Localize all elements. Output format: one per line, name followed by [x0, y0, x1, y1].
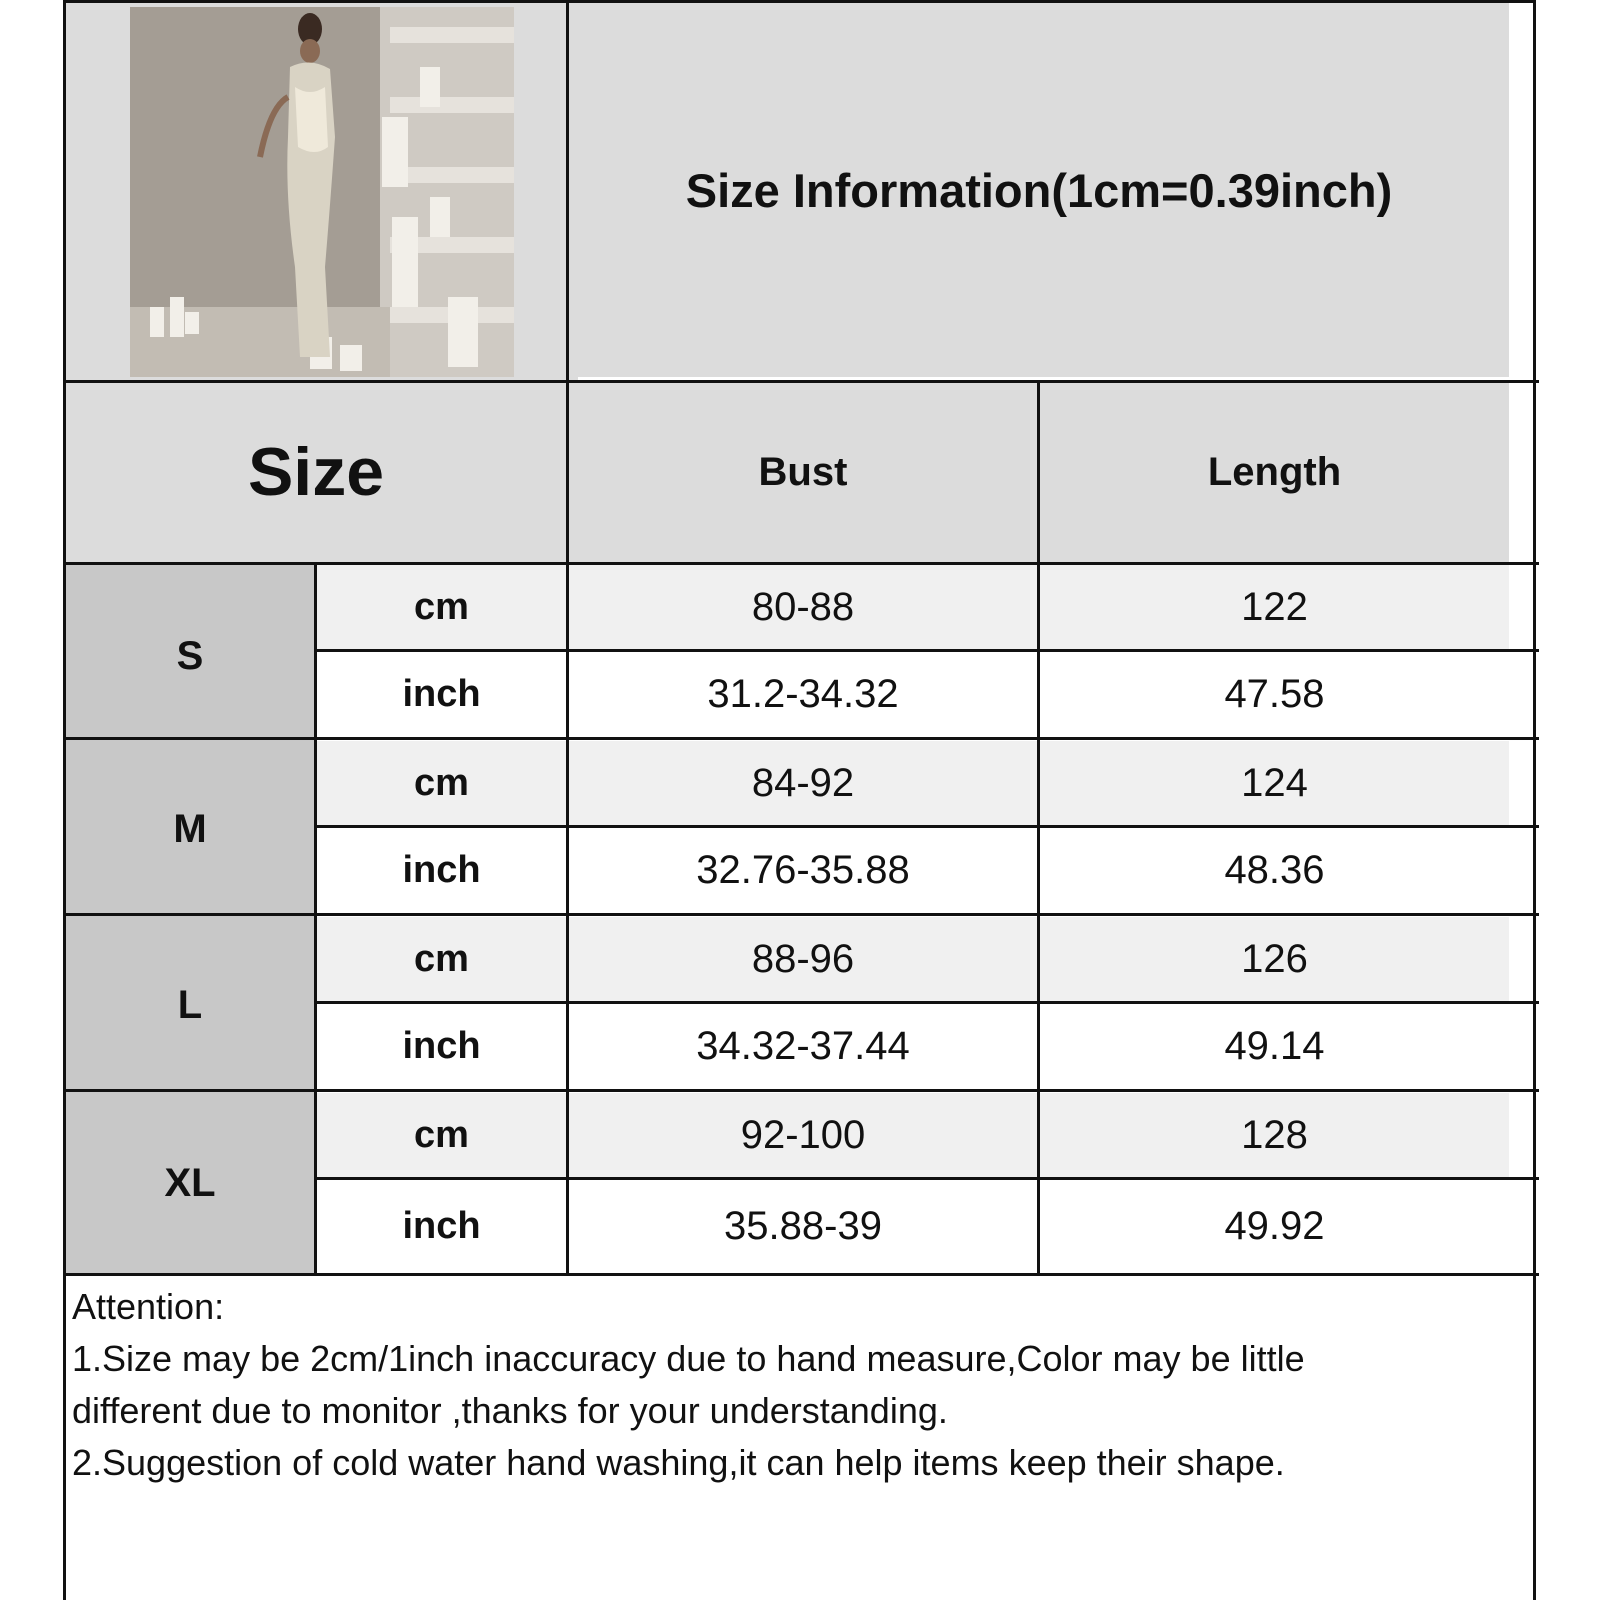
length-value: 122	[1241, 584, 1308, 629]
size-label-cell	[66, 917, 314, 1093]
size-label: L	[177, 982, 203, 1027]
length-value: 49.14	[1224, 1023, 1325, 1068]
bust-value: 80-88	[751, 584, 855, 629]
bust-cell	[569, 741, 1037, 825]
divider	[314, 565, 317, 1275]
unit-label: cm	[414, 937, 469, 980]
bust-value: 84-92	[751, 760, 855, 805]
bust-cell	[569, 917, 1037, 1001]
unit-cell	[317, 1093, 566, 1177]
size-label-cell	[66, 565, 314, 747]
length-value: 49.92	[1224, 1204, 1325, 1248]
length-header-cell	[1040, 382, 1509, 562]
size-header: Size	[247, 434, 385, 510]
bust-header-cell	[569, 382, 1037, 562]
length-cell	[1040, 1093, 1509, 1177]
divider	[66, 1273, 1539, 1276]
length-value: 126	[1241, 936, 1308, 981]
unit-label: cm	[414, 585, 469, 628]
unit-label: inch	[402, 848, 481, 891]
unit-label: inch	[402, 672, 481, 715]
model-dress-image	[130, 7, 514, 377]
bust-cell	[569, 1004, 1037, 1088]
unit-cell	[317, 917, 566, 1001]
unit-cell	[317, 565, 566, 649]
attention-notes	[72, 1281, 1512, 1489]
divider	[66, 380, 1539, 383]
divider	[66, 562, 1539, 565]
bust-value: 32.76-35.88	[696, 847, 910, 892]
page-title: Size Information(1cm=0.39inch)	[685, 163, 1393, 217]
size-label: S	[176, 633, 204, 678]
divider	[314, 825, 1539, 828]
bust-cell	[569, 1180, 1037, 1273]
notes-line: 1.Size may be 2cm/1inch inaccuracy due to hand measure,Color may be little	[72, 1338, 1305, 1379]
length-cell	[1040, 741, 1509, 825]
unit-label: cm	[414, 1113, 469, 1156]
divider	[66, 1089, 1539, 1092]
length-cell	[1040, 828, 1509, 912]
product-photo	[130, 7, 514, 377]
length-cell	[1040, 1180, 1509, 1273]
unit-label: cm	[414, 761, 469, 804]
unit-label: inch	[402, 1205, 481, 1247]
size-chart	[63, 0, 1536, 1600]
divider	[1037, 382, 1040, 1275]
unit-cell	[317, 741, 566, 825]
divider	[314, 1001, 1539, 1004]
bust-cell	[569, 828, 1037, 912]
size-label-cell	[66, 741, 314, 917]
length-cell	[1040, 652, 1509, 736]
bust-value: 88-96	[751, 936, 855, 981]
unit-cell	[317, 652, 566, 736]
product-photo-cell	[66, 3, 578, 382]
bust-value: 92-100	[740, 1112, 866, 1157]
title-cell	[569, 3, 1509, 377]
length-value: 48.36	[1224, 847, 1325, 892]
length-value: 128	[1241, 1112, 1308, 1157]
size-header-cell	[66, 382, 566, 562]
unit-cell	[317, 1004, 566, 1088]
unit-cell	[317, 828, 566, 912]
divider	[66, 913, 1539, 916]
bust-cell	[569, 652, 1037, 736]
length-cell	[1040, 917, 1509, 1001]
bust-value: 35.88-39	[724, 1204, 882, 1248]
divider	[314, 1177, 1539, 1180]
length-value: 124	[1241, 760, 1308, 805]
bust-header: Bust	[758, 449, 848, 494]
size-label-cell	[66, 1093, 314, 1273]
unit-label: inch	[402, 1024, 481, 1067]
length-header: Length	[1207, 449, 1342, 494]
bust-cell	[569, 1093, 1037, 1177]
length-cell	[1040, 565, 1509, 649]
notes-heading: Attention:	[72, 1286, 225, 1327]
divider	[66, 737, 1539, 740]
size-label: M	[173, 806, 207, 851]
divider	[314, 649, 1539, 652]
unit-cell	[317, 1180, 566, 1273]
bust-value: 31.2-34.32	[707, 671, 899, 716]
notes-line: different due to monitor ,thanks for your understanding.	[72, 1390, 948, 1431]
length-value: 47.58	[1224, 671, 1325, 716]
size-label: XL	[164, 1160, 216, 1205]
length-cell	[1040, 1004, 1509, 1088]
notes-line: 2.Suggestion of cold water hand washing,it can help items keep their shape.	[72, 1442, 1285, 1483]
bust-cell	[569, 565, 1037, 649]
bust-value: 34.32-37.44	[696, 1023, 910, 1068]
divider	[566, 3, 569, 1275]
